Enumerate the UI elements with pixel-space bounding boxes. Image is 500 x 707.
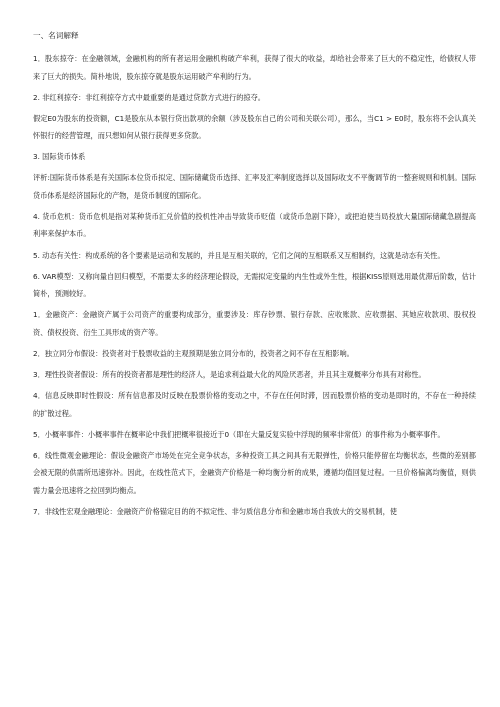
paragraph-intl-monetary-system: 评析:国际货币体系是有关国际本位货币拟定、国际储藏货币选择、汇率及汇率制度选择以及国际收支不平衡调节的一整套规则和机制。国际货币体系是经济国际化的产物，是货币制度的国际化。 [33,173,476,200]
paragraph-info-immediacy: 4．信息反映即时性假设：所有信息都及时反映在股票价格的变动之中，不存在任何时滞，因而股票价格的变动是即时的，不存在一种持续的扩散过程。 [33,391,476,418]
paragraph-financial-assets: 1．金融资产：金融资产属于公司资产的重要构成部分，重要涉及：库存钞票、银行存款、应收账款、应收票据、其她应收款项、股权投资、债权投资、衍生工具形成的资产等。 [33,310,476,337]
paragraph-dynamic-correlation: 5. 动态有关性：构成系统的各个要素是运动和发展的，并且是互相关联的，它们之间的互相联系又互相制约，这就是动态有关性。 [33,250,445,260]
section-heading: 一、名词解释 [33,31,79,40]
paragraph-iid-assumption: 2．独立同分布假设：投资者对于股票收益的主观预期是独立同分布的，投资者之间不存在互相影响。 [33,348,354,358]
paragraph-small-probability: 5．小概率事件：小概率事件在概率论中我们把概率很接近于0（即在大量反复实验中浮现的频率非常低）的事件称为小概率事件。 [33,429,445,439]
paragraph-nonlinear-macro-finance: 7．非线性宏观金融理论：金融资产价格锚定目的的不拟定性、非匀质信息分布和金融市场自我放大的交易机制，使 [33,506,397,516]
paragraph-loan-assumption: 假定E0为股东的投资额，C1是股东从本银行贷出款项的余额（涉及股东自己的公司和关联公司），那么，当C1 > E0时，股东将不会认真关怀银行的经营管理，而只想如何从银行获得更多贷款。 [33,113,476,141]
paragraph-var-model: 6. VAR模型：又称向量自回归模型，不需要太多的经济理论假设，无需拟定变量的内生性或外生性，根据KISS原则选用最优滞后阶数，估计简朴，预测较好。 [33,271,476,299]
paragraph-intl-monetary-system-title: 3. 国际货币体系 [33,152,86,162]
paragraph-non-dividend-looting: 2. 非红利掠夺：非红利掠夺方式中最重要的是通过贷款方式进行的掠夺。 [33,92,265,102]
paragraph-currency-crisis: 4. 货币危机：货币危机是指对某种货币汇兑价值的投机性冲击导致货币贬值（或货币急剧下降），或把迫使当局投放大量国际储藏急剧提高利率来保护本币。 [33,211,476,239]
paragraph-rational-investor: 3．理性投资者假设：所有的投资者都是理性的经济人，是追求利益最大化的风险厌恶者，并且其主观概率分布具有对称性。 [33,369,426,379]
paragraph-linear-micro-finance: 6．线性微观金融理论：假设金融资产市场处在完全竞争状态，多种投资工具之间具有无限弹性，价格只能停留在均衡状态，些微的差别都会被无限的供需所迅速弥补。因此，在线性范式下，金融资产价格是一种均衡分析的成果，遵循均值回复过程。一旦价格偏离均衡值，则供需力量会迅速将之拉回到均衡点。 [33,450,476,495]
paragraph-shareholder-looting: 1．股东掠夺：在金融领域，金融机构的所有者运用金融机构破产牟利，获得了很大的收益，却给社会带来了巨大的不稳定性，给债权人带来了巨大的损失。简朴地说，股东掠夺就是股东运用破产牟利的行为。 [33,54,476,81]
